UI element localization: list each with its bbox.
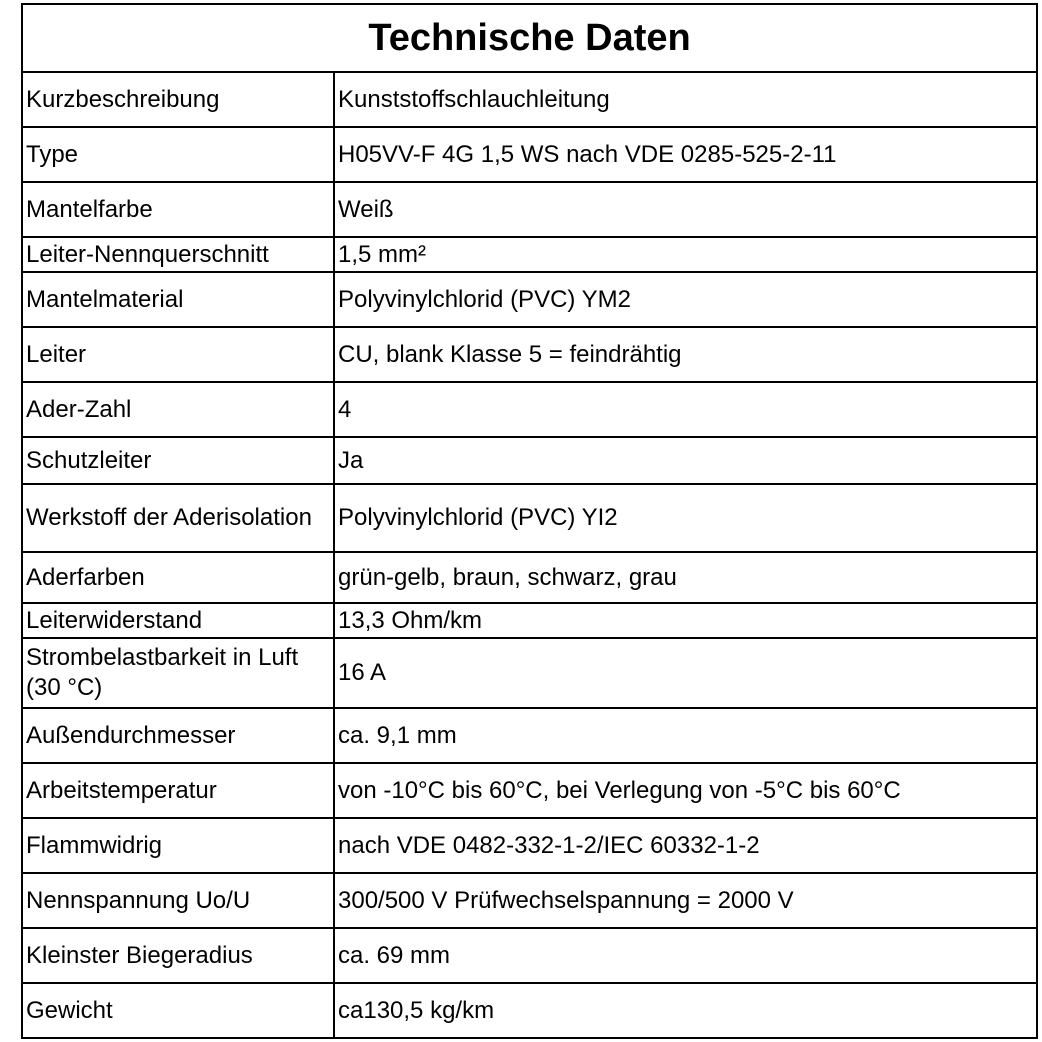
row-value: H05VV-F 4G 1,5 WS nach VDE 0285-525-2-11 xyxy=(334,127,1037,182)
row-label: Type xyxy=(22,127,334,182)
row-value: Kunststoffschlauchleitung xyxy=(334,72,1037,127)
row-value: 13,3 Ohm/km xyxy=(334,603,1037,638)
table-row xyxy=(22,237,1037,272)
table-row xyxy=(22,72,1037,127)
table-row xyxy=(22,708,1037,763)
row-label: Arbeitstemperatur xyxy=(22,763,334,818)
row-label: Gewicht xyxy=(22,983,334,1038)
row-label: Kurzbeschreibung xyxy=(22,72,334,127)
row-value: grün-gelb, braun, schwarz, grau xyxy=(334,552,1037,603)
row-label: Schutzleiter xyxy=(22,437,334,484)
table-row xyxy=(22,484,1037,552)
row-label: Kleinster Biegeradius xyxy=(22,928,334,983)
row-value: 16 A xyxy=(334,638,1037,708)
table-row xyxy=(22,182,1037,237)
table-row xyxy=(22,638,1037,708)
row-label: Außendurchmesser xyxy=(22,708,334,763)
row-value: Weiß xyxy=(334,182,1037,237)
table-row xyxy=(22,873,1037,928)
table-row xyxy=(22,603,1037,638)
table-row xyxy=(22,272,1037,327)
row-value: nach VDE 0482-332-1-2/IEC 60332-1-2 xyxy=(334,818,1037,873)
table-row xyxy=(22,327,1037,382)
row-value: ca. 69 mm xyxy=(334,928,1037,983)
row-label: Ader-Zahl xyxy=(22,382,334,437)
row-label: Aderfarben xyxy=(22,552,334,603)
row-value: Polyvinylchlorid (PVC) YI2 xyxy=(334,484,1037,552)
row-label: Leiter xyxy=(22,327,334,382)
row-value: 1,5 mm² xyxy=(334,237,1037,272)
row-label: Mantelmaterial xyxy=(22,272,334,327)
row-value: ca. 9,1 mm xyxy=(334,708,1037,763)
table-row xyxy=(22,928,1037,983)
row-label: Mantelfarbe xyxy=(22,182,334,237)
row-label: Flammwidrig xyxy=(22,818,334,873)
row-value: Ja xyxy=(334,437,1037,484)
table-row xyxy=(22,552,1037,603)
row-label: Leiter-Nennquerschnitt xyxy=(22,237,334,272)
row-value: 4 xyxy=(334,382,1037,437)
row-label: Nennspannung Uo/U xyxy=(22,873,334,928)
table-row xyxy=(22,127,1037,182)
spec-table xyxy=(21,3,1038,1039)
row-value: Polyvinylchlorid (PVC) YM2 xyxy=(334,272,1037,327)
table-row xyxy=(22,382,1037,437)
row-label: Leiterwiderstand xyxy=(22,603,334,638)
row-value: ca130,5 kg/km xyxy=(334,983,1037,1038)
row-value: 300/500 V Prüfwechselspannung = 2000 V xyxy=(334,873,1037,928)
table-row xyxy=(22,983,1037,1038)
table-row xyxy=(22,763,1037,818)
table-title: Technische Daten xyxy=(22,4,1037,72)
row-label: Werkstoff der Aderisolation xyxy=(22,484,334,552)
table-row xyxy=(22,818,1037,873)
row-value: CU, blank Klasse 5 = feindrähtig xyxy=(334,327,1037,382)
table-row xyxy=(22,437,1037,484)
row-value: von -10°C bis 60°C, bei Verlegung von -5°C bis 60°C xyxy=(334,763,1037,818)
title-row xyxy=(22,4,1037,72)
row-label: Strombelastbarkeit in Luft (30 °C) xyxy=(22,638,334,708)
